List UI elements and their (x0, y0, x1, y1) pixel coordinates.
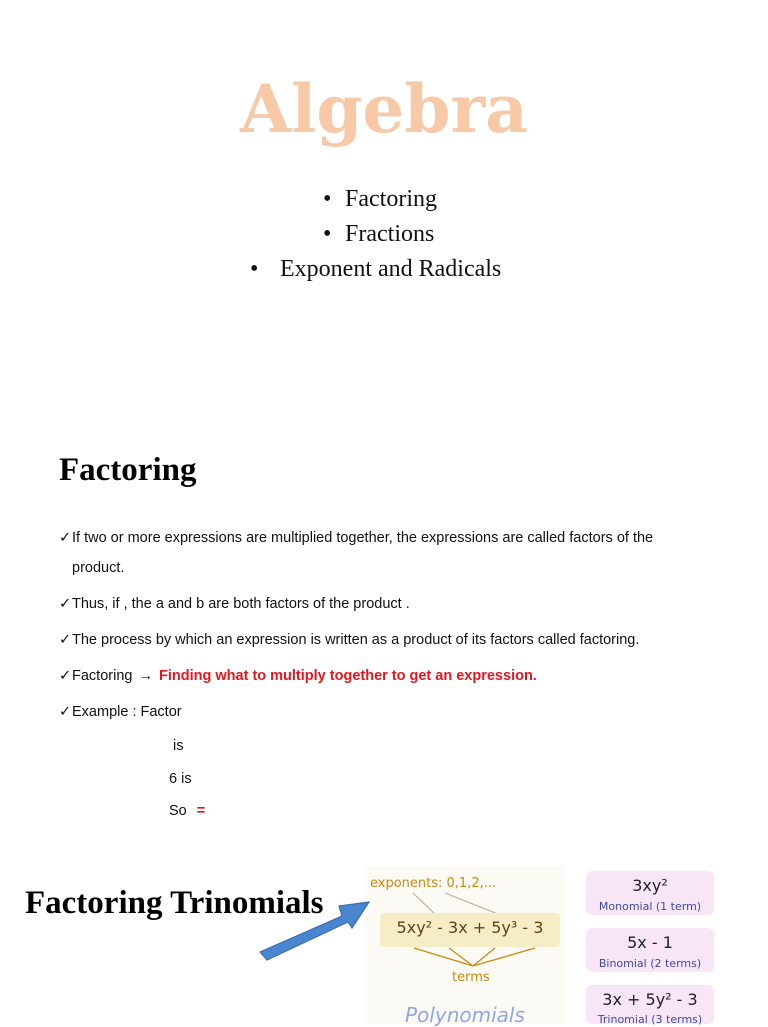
polynomial-expression: 5xy² - 3x + 5y³ - 3 (396, 918, 544, 937)
example-line: is (173, 738, 184, 754)
topic-label: Factoring (345, 186, 437, 212)
section-heading-factoring-trinomials: Factoring Trinomials (25, 885, 324, 921)
monomial-expression: 3xy² (632, 876, 668, 895)
example-text: So (169, 803, 187, 819)
page-title: Algebra (239, 70, 529, 148)
polynomials-caption: Polynomials (405, 1003, 525, 1027)
topic-item-factoring (323, 186, 437, 213)
item-text: If two or more expressions are multiplied together, the expressions are called factors of the (72, 530, 654, 546)
checkmark-icon: ✓ (59, 596, 72, 612)
list-item (59, 530, 653, 546)
binomial-label: Binomial (2 terms) (598, 957, 702, 970)
binomial-expression: 5x - 1 (627, 933, 673, 952)
checkmark-icon: ✓ (59, 632, 72, 648)
topic-item-exponents (250, 256, 501, 283)
equals-sign: = (196, 803, 206, 819)
terms-label: terms (452, 970, 490, 985)
item-text: Example : Factor (72, 704, 182, 720)
bullet-icon: • (323, 186, 332, 212)
monomial-label: Monomial (1 term) (598, 900, 702, 913)
arrow-up-right-icon (255, 892, 375, 964)
list-item (59, 668, 537, 684)
bullet-icon: • (323, 221, 332, 247)
trinomial-expression: 3x + 5y² - 3 (602, 990, 698, 1009)
checkmark-icon: ✓ (59, 530, 72, 546)
checkmark-icon: ✓ (59, 668, 72, 684)
topic-item-fractions (323, 221, 434, 248)
section-heading-factoring: Factoring (59, 452, 197, 488)
trinomial-label: Trinomial (3 terms) (597, 1013, 703, 1026)
arrow-right-icon: → (138, 668, 153, 684)
example-line (169, 803, 205, 819)
list-item (59, 632, 639, 648)
exponents-label: exponents: 0,1,2,... (370, 876, 497, 891)
item-text: Thus, if , the a and b are both factors of the product . (72, 596, 410, 612)
topic-label: Fractions (345, 221, 435, 247)
list-item (59, 596, 410, 612)
factoring-definition: Finding what to multiply together to get an expression. (159, 668, 537, 684)
item-text: The process by which an expression is written as a product of its factors called factoring. (72, 632, 640, 648)
list-item (59, 704, 182, 720)
topic-label: Exponent and Radicals (280, 256, 502, 282)
item-text: Factoring (72, 668, 133, 684)
checkmark-icon: ✓ (59, 704, 72, 720)
item-text: product. (72, 560, 125, 576)
example-line: 6 is (169, 771, 192, 787)
list-item-continuation (72, 560, 124, 576)
bullet-icon: • (250, 256, 259, 282)
